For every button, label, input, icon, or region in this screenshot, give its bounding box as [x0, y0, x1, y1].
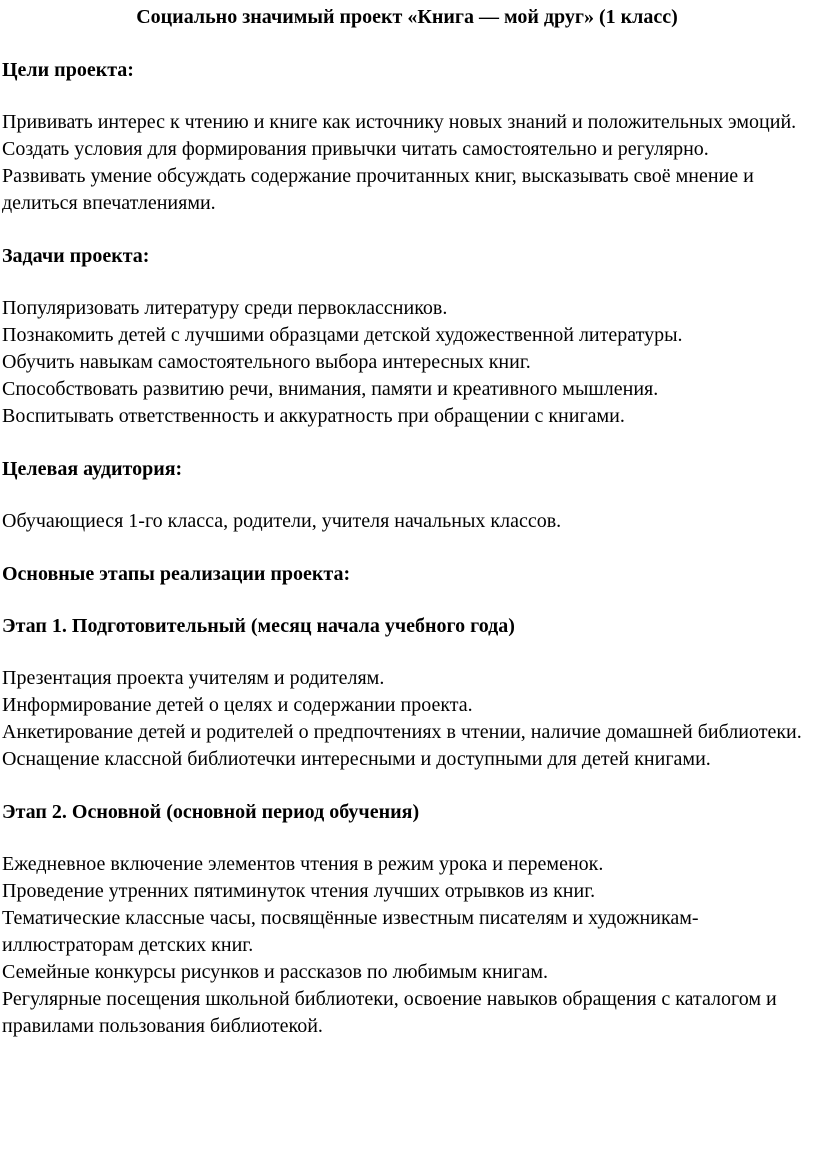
goal-item: Прививать интерес к чтению и книге как источнику новых знаний и положительных эмоций. — [2, 111, 797, 133]
goal-item: Создать условия для формирования привычки читать самостоятельно и регулярно. — [2, 138, 709, 160]
stage-1-item: Анкетирование детей и родителей о предпочтениях в чтении, наличие домашней библиотеки. — [2, 721, 802, 743]
task-item: Познакомить детей с лучшими образцами детской художественной литературы. — [2, 324, 683, 346]
document-title: Социально значимый проект «Книга — мой друг» (1 класс) — [136, 6, 678, 28]
section-heading-stages: Основные этапы реализации проекта: — [2, 563, 351, 585]
stage-1-item: Оснащение классной библиотечки интересными и доступными для детей книгами. — [2, 748, 711, 770]
stage-2-item: Регулярные посещения школьной библиотеки, освоение навыков обращения с каталогом и правилами пользования библиотекой. — [2, 988, 777, 1037]
stage-2-item: Ежедневное включение элементов чтения в режим урока и переменок. — [2, 853, 604, 875]
stage-2-item: Семейные конкурсы рисунков и рассказов по любимым книгам. — [2, 961, 548, 983]
task-item: Воспитывать ответственность и аккуратность при обращении с книгами. — [2, 405, 625, 427]
goal-item: Развивать умение обсуждать содержание прочитанных книг, высказывать своё мнение и делиться впечатлениями. — [2, 165, 754, 214]
task-item: Обучить навыкам самостоятельного выбора интересных книг. — [2, 351, 531, 373]
task-item: Способствовать развитию речи, внимания, памяти и креативного мышления. — [2, 378, 659, 400]
task-item: Популяризовать литературу среди первоклассников. — [2, 297, 448, 319]
section-heading-tasks: Задачи проекта: — [2, 245, 150, 267]
section-body-audience — [2, 508, 806, 535]
section-body-goals — [2, 109, 806, 217]
stage-1-item: Информирование детей о целях и содержании проекта. — [2, 694, 473, 716]
section-heading-audience: Целевая аудитория: — [2, 458, 183, 480]
section-heading-stage-2: Этап 2. Основной (основной период обучения) — [2, 801, 420, 823]
section-heading-goals: Цели проекта: — [2, 59, 134, 81]
section-body-tasks — [2, 295, 806, 430]
section-body-stage-1 — [2, 665, 806, 773]
section-heading-stage-1: Этап 1. Подготовительный (месяц начала учебного года) — [2, 615, 515, 637]
stage-2-item: Тематические классные часы, посвящённые известным писателям и художникам-иллюстраторам детских книг. — [2, 907, 699, 956]
stage-2-item: Проведение утренних пятиминуток чтения лучших отрывков из книг. — [2, 880, 596, 902]
stage-1-item: Презентация проекта учителям и родителям. — [2, 667, 385, 689]
section-body-stage-2 — [2, 851, 806, 1040]
audience-item: Обучающиеся 1-го класса, родители, учителя начальных классов. — [2, 510, 562, 532]
